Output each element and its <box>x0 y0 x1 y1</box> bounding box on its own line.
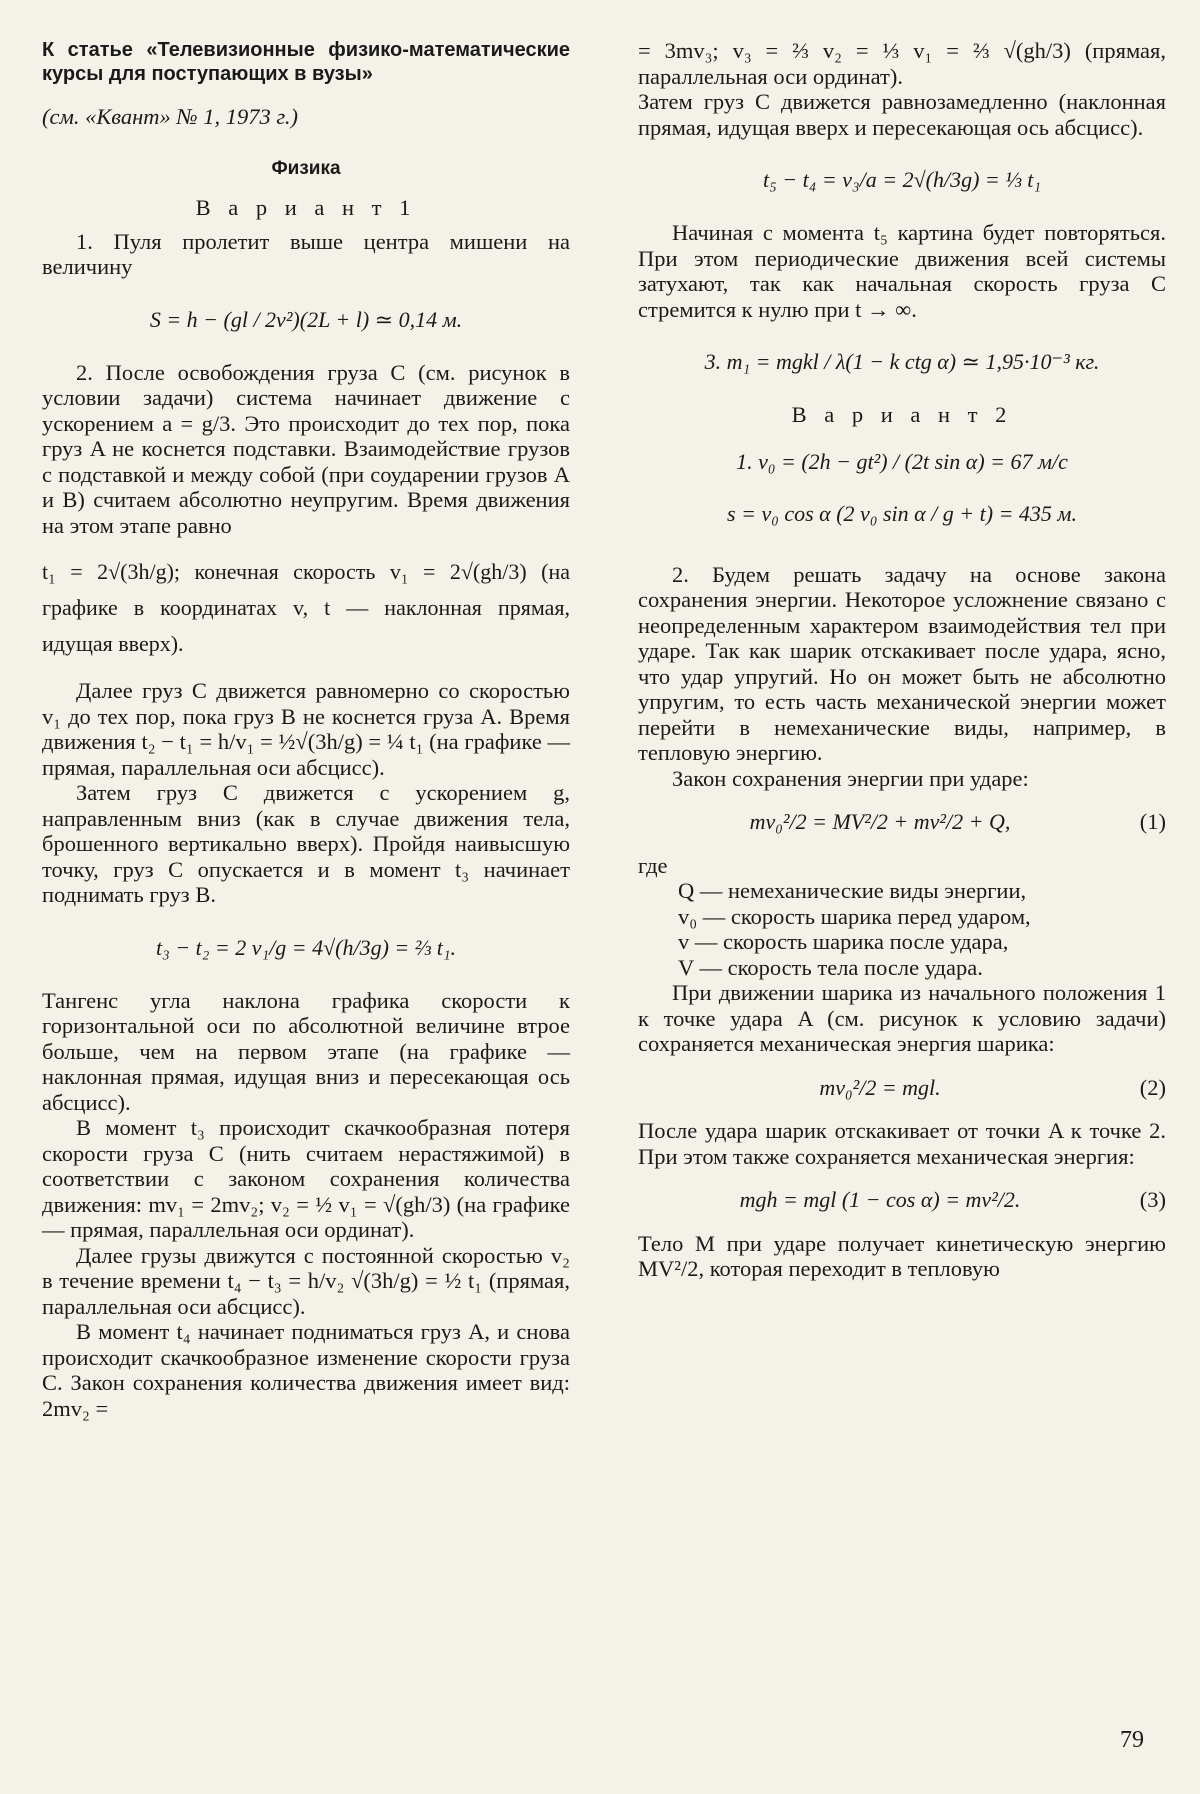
v2-equation-1: 1. v₀ = (2h − gt²) / (2t sin α) = 67 м/с <box>736 448 1068 474</box>
definitions-list <box>678 878 1166 980</box>
v1-paragraph-9: = 3mv₃; v₃ = ⅔ v₂ = ⅓ v₁ = ⅔ √(gh/3) (прямая, параллельная оси ординат). <box>638 38 1166 89</box>
v2-paragraph-4: После удара шарик отскакивает от точки A к точке 2. При этом также сохраняется механическая энергия: <box>638 1118 1166 1169</box>
v1-paragraph-5: Тангенс угла наклона графика скорости к горизонтальной оси по абсолютной величине втрое больше, чем на первом этапе (на графике — наклонная прямая, идущая вниз и пересекающая ось абсцисс). <box>42 987 570 1115</box>
v1-paragraph-8: В момент t₄ начинает подниматься груз A, и снова происходит скачкообразное изменение скорости груза C. Закон сохранения количества движения имеет вид: 2mv₂ = <box>42 1319 570 1421</box>
page-number: 79 <box>1120 1727 1144 1753</box>
where-label: где <box>638 852 668 878</box>
definition-item: V — скорость тела после удара. <box>678 954 983 980</box>
v1-equation-3: t₃ − t₂ = 2 v₁/g = 4√(h/3g) = ⅔ t₁. <box>155 934 457 960</box>
v1-equation-4: t₅ − t₄ = v₃/a = 2√(h/3g) = ⅓ t₁ <box>762 167 1042 192</box>
v1-paragraph-3: Далее груз C движется равномерно со скоростью v₁ до тех пор, пока груз B не коснется груза A. Время движения t₂ − t₁ = h/v₁ = ½√(3h/g) = ¼ t₁ (на графике — прямая, параллельная оси абсцисс). <box>42 678 570 780</box>
v2-equation-C: mgh = mgl (1 − cos α) = mv²/2. <box>739 1187 1021 1212</box>
article-reference: (см. «Квант» № 1, 1973 г.) <box>42 104 298 129</box>
v2-paragraph-1: 2. Будем решать задачу на основе закона сохранения энергии. Некоторое усложнение связано с неопределенным характером взаимодействия тел при ударе. Так как шарик отскакивает после удара, ясно, что удар упругий. Но он может быть не абсолютно упругим, то есть часть механической энергии может перейти в немеханические виды, например, в тепловую энергию. <box>638 561 1166 765</box>
v2-equation-B-row <box>638 1075 1166 1101</box>
v1-paragraph-2: 2. После освобождения груза C (см. рисунок в условии задачи) система начинает движение с ускорением a = g/3. Это происходит до тех пор, пока груз A не коснется подставки. Взаимодействие грузов с подставкой и между собой (при соударении грузов A и B) считаем абсолютно неупругим. Время движения на этом этапе равно <box>42 359 570 538</box>
article-title: К статье «Телевизионные физико-математические курсы для поступающих в вузы» <box>42 39 570 85</box>
definition-item: v₀ — скорость шарика перед ударом, <box>678 903 1031 929</box>
v1-paragraph-4: Затем груз C движется с ускорением g, направленным вниз (как в случае движения тела, брошенного вертикально вверх). Пройдя наивысшую точку, груз C опускается и в момент t₃ начинает поднимать груз B. <box>42 780 570 907</box>
definition-item: v — скорость шарика после удара, <box>678 929 1009 954</box>
v2-equation-C-number: (3) <box>1139 1187 1166 1212</box>
v2-paragraph-3: При движении шарика из начального положения 1 к точке удара A (см. рисунок к условию задачи) сохраняется механическая энергия шарика: <box>638 980 1166 1056</box>
v1-equation-1: S = h − (gl / 2v²)(2L + l) ≃ 0,14 м. <box>149 306 463 332</box>
v1-paragraph-6: В момент t₃ происходит скачкообразная потеря скорости груза C (нить считаем нерастяжимой) в соответствии с законом сохранения количества движения: mv₁ = 2mv₂; v₂ = ½ v₁ = √(gh/3) (на графике — прямая, параллельная оси ординат). <box>42 1115 570 1242</box>
v2-equation-A-row <box>638 809 1166 835</box>
v2-equation-2: s = v₀ cos α (2 v₀ sin α / g + t) = 435 м. <box>727 500 1077 526</box>
v1-equation-5: 3. m₁ = mgkl / λ(1 − k ctg α) ≃ 1,95·10⁻³ кг. <box>704 349 1100 374</box>
v1-paragraph-11: Начиная с момента t₅ картина будет повторяться. При этом периодические движения всей системы затухают, так как начальная скорость груза C стремится к нулю при t → ∞. <box>638 220 1166 322</box>
v1-paragraph-7: Далее грузы движутся с постоянной скоростью v₂ в течение времени t₄ − t₃ = h/v₂ √(3h/g) = ½ t₁ (прямая, параллельная оси абсцисс). <box>42 1242 570 1319</box>
v2-paragraph-5: Тело M при ударе получает кинетическую энергию MV²/2, которая переходит в тепловую <box>638 1230 1166 1281</box>
v2-equation-A: mv₀²/2 = MV²/2 + mv²/2 + Q, <box>749 809 1011 834</box>
variant-1-heading: В а р и а н т 1 <box>195 195 417 220</box>
v2-paragraph-2: Закон сохранения энергии при ударе: <box>672 765 1029 791</box>
variant-2-heading: В а р и а н т 2 <box>791 402 1013 427</box>
v1-paragraph-1: 1. Пуля пролетит выше центра мишени на величину <box>42 228 570 279</box>
right-column <box>638 38 1166 1282</box>
v1-equation-2: t₁ = 2√(3h/g); конечная скорость v₁ = 2√(gh/3) (на графике в координатах v, t — наклонная прямая, идущая вверх). <box>42 559 570 656</box>
subject-heading: Физика <box>271 157 341 179</box>
left-column <box>42 38 570 1421</box>
v2-equation-A-number: (1) <box>1139 809 1166 834</box>
definition-item: Q — немеханические виды энергии, <box>678 878 1027 903</box>
v2-equation-B: mv₀²/2 = mgl. <box>819 1074 941 1100</box>
v2-equation-B-number: (2) <box>1139 1074 1166 1100</box>
v2-equation-C-row <box>638 1187 1166 1213</box>
v1-paragraph-10: Затем груз C движется равнозамедленно (наклонная прямая, идущая вверх и пересекающая ось абсцисс). <box>638 89 1166 140</box>
